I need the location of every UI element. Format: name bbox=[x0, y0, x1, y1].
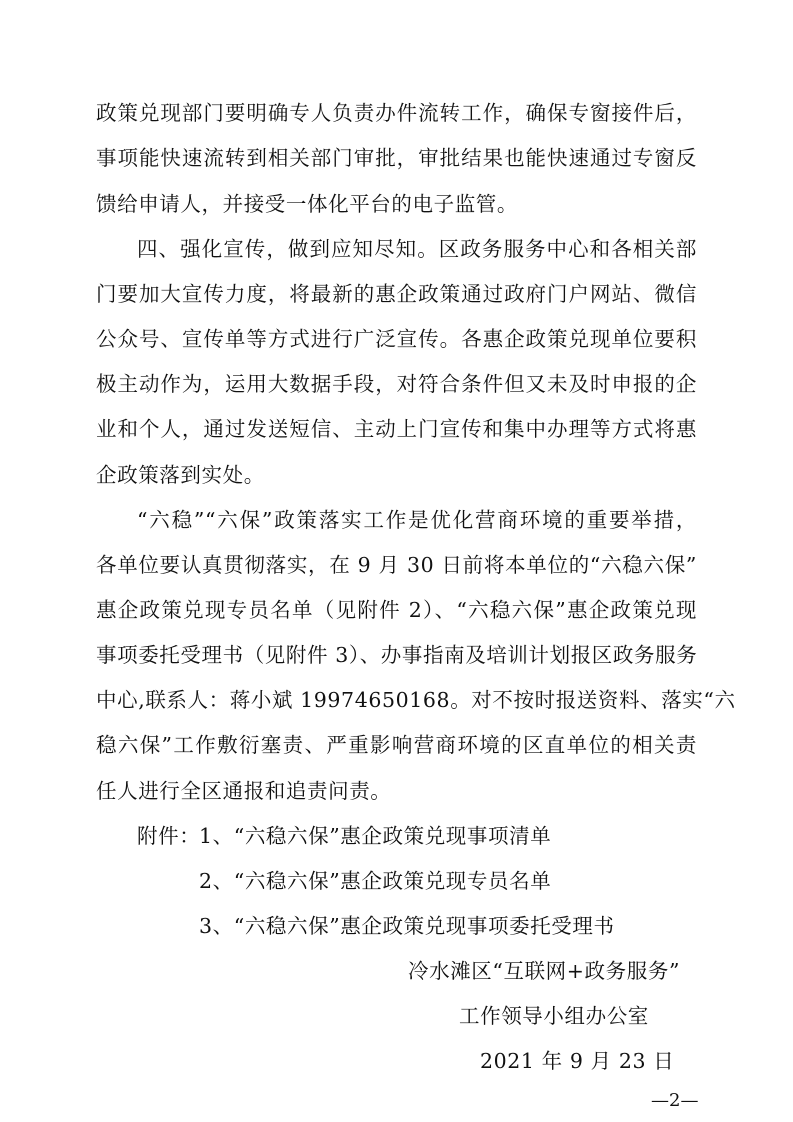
body-line: 门要加大宣传力度，将最新的惠企政策通过政府门户网站、微信 bbox=[96, 282, 697, 306]
body-line: 惠企政策兑现专员名单（见附件 2）、“六稳六保”惠企政策兑现 bbox=[96, 598, 697, 622]
attachment-item: 3、“六稳六保”惠企政策兑现事项委托受理书 bbox=[199, 914, 615, 938]
body-line: 业和个人，通过发送短信、主动上门宣传和集中办理等方式将惠 bbox=[96, 417, 697, 441]
body-line: 事项委托受理书（见附件 3）、办事指南及培训计划报区政务服务 bbox=[96, 643, 698, 667]
body-line: 极主动作为，运用大数据手段，对符合条件但又未及时申报的企 bbox=[96, 372, 697, 396]
body-line: 稳六保”工作敷衍塞责、严重影响营商环境的区直单位的相关责 bbox=[96, 733, 697, 757]
body-line: 馈给申请人，并接受一体化平台的电子监管。 bbox=[96, 192, 518, 216]
body-line: 政策兑现部门要明确专人负责办件流转工作，确保专窗接件后， bbox=[96, 101, 697, 125]
body-line: 任人进行全区通报和追责问责。 bbox=[96, 779, 392, 803]
issue-date: 2021 年 9 月 23 日 bbox=[480, 1049, 675, 1073]
issuer-name: 冷水滩区“互联网+政务服务” bbox=[408, 959, 681, 983]
attachment-item: 2、“六稳六保”惠企政策兑现专员名单 bbox=[199, 869, 552, 893]
attachment-item: 1、“六稳六保”惠企政策兑现事项清单 bbox=[199, 824, 552, 848]
body-line: 事项能快速流转到相关部门审批，审批结果也能快速通过专窗反 bbox=[96, 146, 697, 170]
body-line: 企政策落到实处。 bbox=[96, 463, 265, 487]
issuer-office: 工作领导小组办公室 bbox=[459, 1004, 649, 1028]
section-heading-line: 四、强化宣传，做到应知尽知。区政务服务中心和各相关部 bbox=[137, 237, 697, 261]
attachments-label: 附件： bbox=[137, 824, 201, 848]
body-line: 各单位要认真贯彻落实，在 9 月 30 日前将本单位的“六稳六保” bbox=[96, 553, 697, 577]
body-line: “六稳”“六保”政策落实工作是优化营商环境的重要举措， bbox=[137, 508, 697, 532]
page-number: —2— bbox=[651, 1090, 699, 1111]
body-line: 公众号、宣传单等方式进行广泛宣传。各惠企政策兑现单位要积 bbox=[96, 327, 697, 351]
body-line: 中心,联系人：蒋小斌 19974650168。对不按时报送资料、落实“六 bbox=[96, 688, 736, 712]
